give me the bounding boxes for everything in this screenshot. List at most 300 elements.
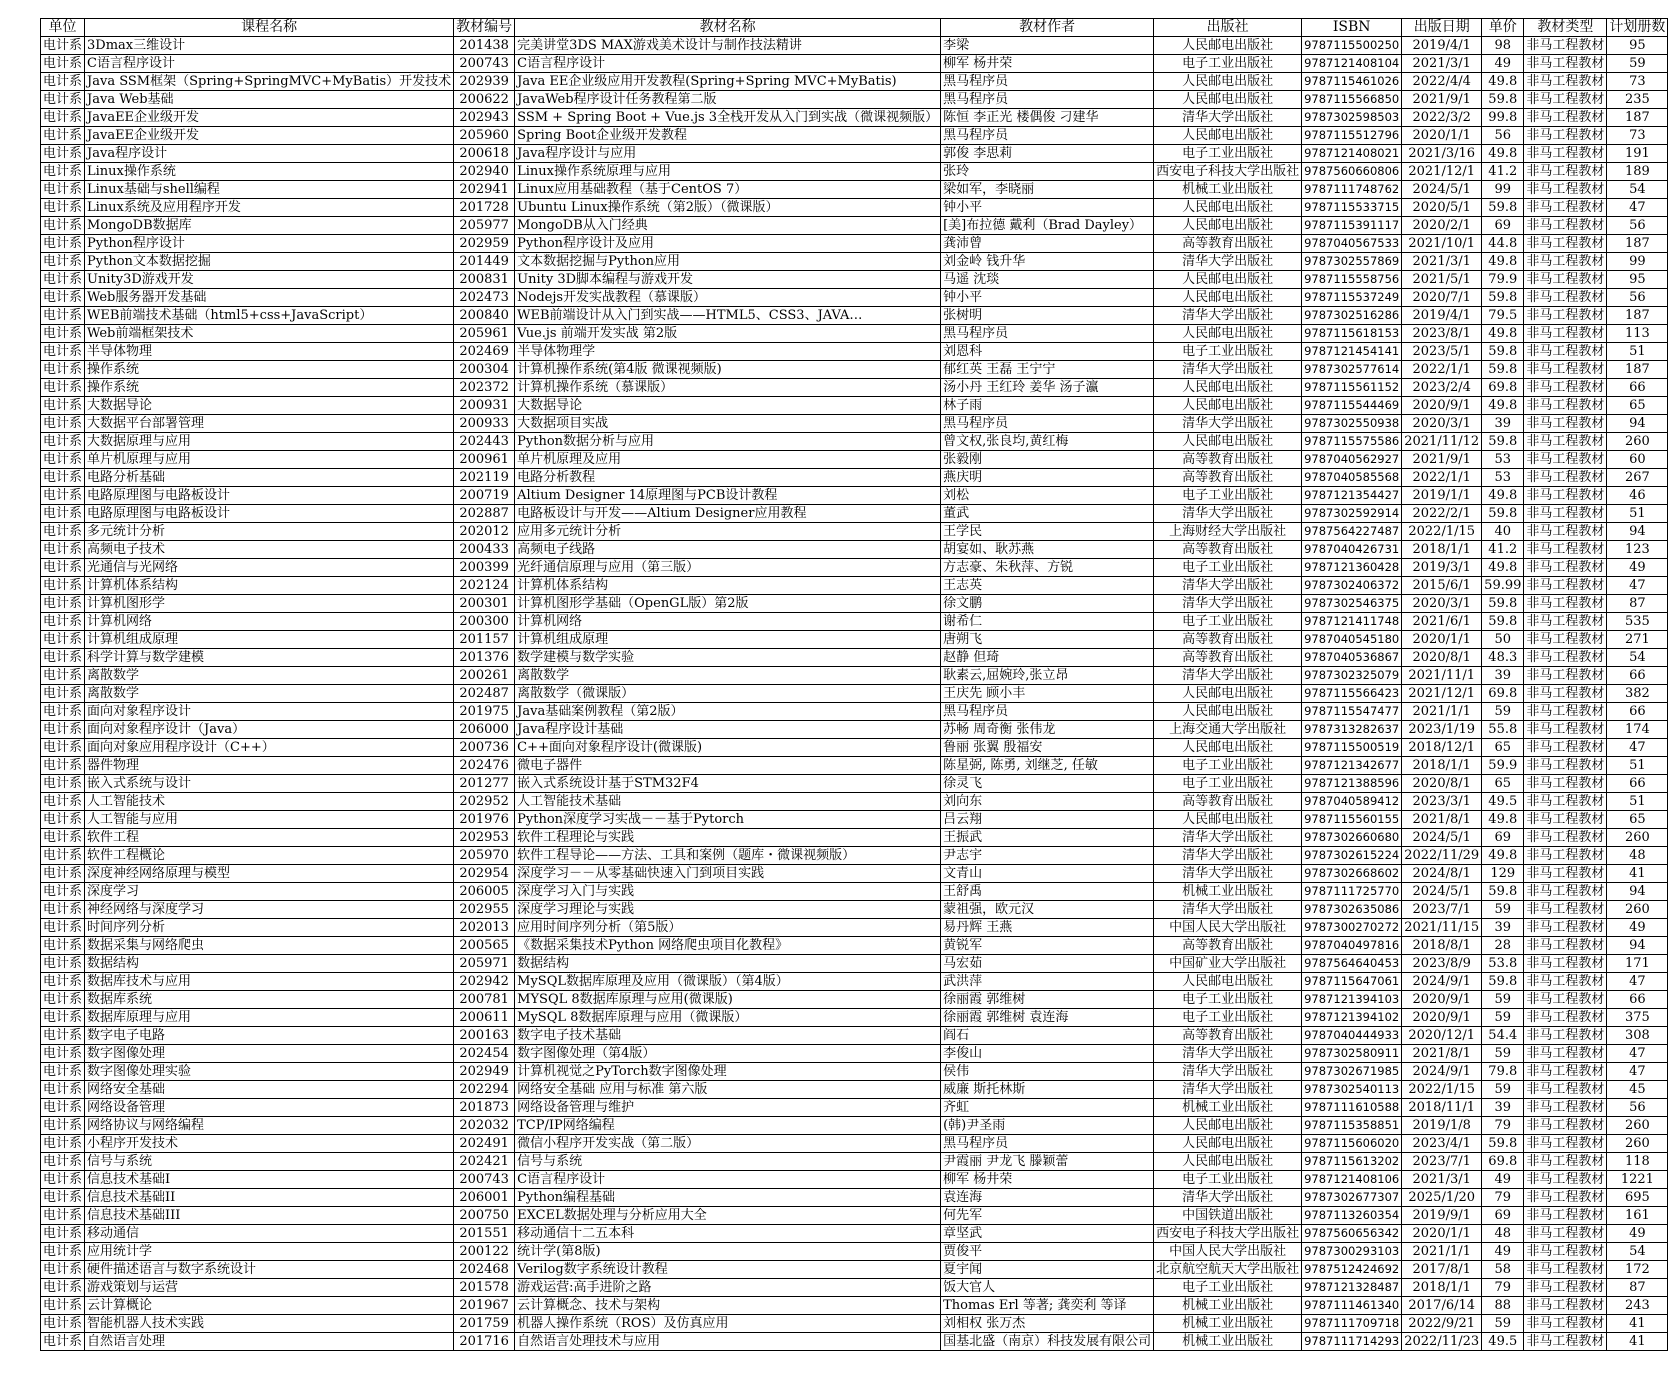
course-name-cell: 操作系统	[85, 379, 454, 397]
table-row	[41, 847, 1668, 865]
textbook-title-cell: 应用时间序列分析（第5版）	[515, 919, 941, 937]
isbn-cell: 9787040585568	[1302, 469, 1402, 487]
course-name-cell: 软件工程	[85, 829, 454, 847]
price-cell: 39	[1482, 919, 1524, 937]
publish-date-cell: 2022/3/2	[1402, 109, 1482, 127]
textbook-type-cell: 非马工程教材	[1524, 739, 1607, 757]
publisher-cell: 人民邮电出版社	[1154, 1135, 1302, 1153]
textbook-title-cell: Linux操作系统原理与应用	[515, 163, 941, 181]
publish-date-cell: 2018/8/1	[1402, 937, 1482, 955]
table-row	[41, 721, 1668, 739]
isbn-cell: 9787121394103	[1302, 991, 1402, 1009]
price-cell: 39	[1482, 1099, 1524, 1117]
textbook-title-cell: Python编程基础	[515, 1189, 941, 1207]
isbn-cell: 9787302668602	[1302, 865, 1402, 883]
textbook-title-cell: 半导体物理学	[515, 343, 941, 361]
textbook-title-cell: 计算机图形学基础（OpenGL版）第2版	[515, 595, 941, 613]
textbook-code-cell: 201975	[454, 703, 515, 721]
publish-date-cell: 2021/1/1	[1402, 703, 1482, 721]
price-cell: 59.8	[1482, 289, 1524, 307]
column-header: 单价	[1482, 19, 1524, 37]
publish-date-cell: 2022/9/21	[1402, 1315, 1482, 1333]
unit-cell: 电计系	[41, 1297, 85, 1315]
publish-date-cell: 2021/3/1	[1402, 1171, 1482, 1189]
course-name-cell: 数据库系统	[85, 991, 454, 1009]
table-row	[41, 163, 1668, 181]
publisher-cell: 高等教育出版社	[1154, 937, 1302, 955]
publisher-cell: 电子工业出版社	[1154, 775, 1302, 793]
planned-copies-cell: 94	[1607, 523, 1668, 541]
table-row	[41, 631, 1668, 649]
unit-cell: 电计系	[41, 1261, 85, 1279]
price-cell: 55.8	[1482, 721, 1524, 739]
isbn-cell: 9787302516286	[1302, 307, 1402, 325]
planned-copies-cell: 94	[1607, 883, 1668, 901]
publish-date-cell: 2018/12/1	[1402, 739, 1482, 757]
textbook-type-cell: 非马工程教材	[1524, 325, 1607, 343]
price-cell: 69.8	[1482, 685, 1524, 703]
textbook-type-cell: 非马工程教材	[1524, 703, 1607, 721]
table-row	[41, 1099, 1668, 1117]
author-cell: 李梁	[941, 37, 1154, 55]
textbook-type-cell: 非马工程教材	[1524, 685, 1607, 703]
textbook-code-cell: 200261	[454, 667, 515, 685]
column-header: 教材类型	[1524, 19, 1607, 37]
isbn-cell: 9787115533715	[1302, 199, 1402, 217]
price-cell: 41.2	[1482, 163, 1524, 181]
column-header: 计划册数	[1607, 19, 1668, 37]
planned-copies-cell: 535	[1607, 613, 1668, 631]
table-row	[41, 883, 1668, 901]
unit-cell: 电计系	[41, 883, 85, 901]
planned-copies-cell: 94	[1607, 415, 1668, 433]
price-cell: 59.8	[1482, 505, 1524, 523]
price-cell: 59	[1482, 901, 1524, 919]
isbn-cell: 9787115544469	[1302, 397, 1402, 415]
author-cell: 尹霞丽 尹龙飞 滕颖蕾	[941, 1153, 1154, 1171]
price-cell: 49.8	[1482, 397, 1524, 415]
publish-date-cell: 2021/8/1	[1402, 811, 1482, 829]
unit-cell: 电计系	[41, 163, 85, 181]
course-name-cell: 时间序列分析	[85, 919, 454, 937]
textbook-title-cell: 机器人操作系统（ROS）及仿真应用	[515, 1315, 941, 1333]
planned-copies-cell: 59	[1607, 55, 1668, 73]
textbook-type-cell: 非马工程教材	[1524, 379, 1607, 397]
column-header: 出版社	[1154, 19, 1302, 37]
publisher-cell: 电子工业出版社	[1154, 757, 1302, 775]
textbook-title-cell: Python深度学习实战－－基于Pytorch	[515, 811, 941, 829]
unit-cell: 电计系	[41, 1225, 85, 1243]
publish-date-cell: 2020/12/1	[1402, 1027, 1482, 1045]
publish-date-cell: 2022/2/1	[1402, 505, 1482, 523]
isbn-cell: 9787040426731	[1302, 541, 1402, 559]
planned-copies-cell: 66	[1607, 991, 1668, 1009]
publisher-cell: 清华大学出版社	[1154, 253, 1302, 271]
course-name-cell: 离散数学	[85, 667, 454, 685]
table-row	[41, 973, 1668, 991]
course-name-cell: 计算机网络	[85, 613, 454, 631]
textbook-title-cell: 游戏运营:高手进阶之路	[515, 1279, 941, 1297]
textbook-code-cell: 206000	[454, 721, 515, 739]
textbook-title-cell: 计算机视觉之PyTorch数字图像处理	[515, 1063, 941, 1081]
publisher-cell: 电子工业出版社	[1154, 1171, 1302, 1189]
unit-cell: 电计系	[41, 1081, 85, 1099]
publish-date-cell: 2019/1/8	[1402, 1117, 1482, 1135]
textbook-code-cell: 202942	[454, 973, 515, 991]
course-name-cell: Web服务器开发基础	[85, 289, 454, 307]
course-name-cell: 离散数学	[85, 685, 454, 703]
course-name-cell: 面向对象应用程序设计（C++）	[85, 739, 454, 757]
publish-date-cell: 2022/1/1	[1402, 469, 1482, 487]
price-cell: 59	[1482, 1081, 1524, 1099]
isbn-cell: 9787115561152	[1302, 379, 1402, 397]
price-cell: 79.5	[1482, 307, 1524, 325]
table-row	[41, 1315, 1668, 1333]
unit-cell: 电计系	[41, 415, 85, 433]
price-cell: 59.8	[1482, 595, 1524, 613]
table-row	[41, 1117, 1668, 1135]
table-body	[41, 37, 1668, 1351]
isbn-cell: 9787300270272	[1302, 919, 1402, 937]
textbook-code-cell: 205960	[454, 127, 515, 145]
planned-copies-cell: 695	[1607, 1189, 1668, 1207]
publisher-cell: 人民邮电出版社	[1154, 379, 1302, 397]
textbook-type-cell: 非马工程教材	[1524, 271, 1607, 289]
textbook-type-cell: 非马工程教材	[1524, 487, 1607, 505]
textbook-type-cell: 非马工程教材	[1524, 901, 1607, 919]
table-row	[41, 901, 1668, 919]
textbook-title-cell: Java程序设计与应用	[515, 145, 941, 163]
textbook-code-cell: 201578	[454, 1279, 515, 1297]
author-cell: 刘向东	[941, 793, 1154, 811]
textbook-code-cell: 202940	[454, 163, 515, 181]
table-row	[41, 793, 1668, 811]
isbn-cell: 9787121394102	[1302, 1009, 1402, 1027]
course-name-cell: 数字图像处理实验	[85, 1063, 454, 1081]
textbook-type-cell: 非马工程教材	[1524, 1045, 1607, 1063]
unit-cell: 电计系	[41, 1279, 85, 1297]
publish-date-cell: 2021/5/1	[1402, 271, 1482, 289]
table-row	[41, 1189, 1668, 1207]
textbook-type-cell: 非马工程教材	[1524, 127, 1607, 145]
planned-copies-cell: 113	[1607, 325, 1668, 343]
publisher-cell: 清华大学出版社	[1154, 865, 1302, 883]
textbook-code-cell: 201976	[454, 811, 515, 829]
table-row	[41, 199, 1668, 217]
table-row	[41, 577, 1668, 595]
publish-date-cell: 2022/1/1	[1402, 361, 1482, 379]
table-row	[41, 595, 1668, 613]
course-name-cell: 数字电子电路	[85, 1027, 454, 1045]
table-row	[41, 991, 1668, 1009]
table-row	[41, 1045, 1668, 1063]
unit-cell: 电计系	[41, 1207, 85, 1225]
textbook-title-cell: Java EE企业级应用开发教程(Spring+Spring MVC+MyBatis)	[515, 73, 941, 91]
table-row	[41, 343, 1668, 361]
unit-cell: 电计系	[41, 469, 85, 487]
publish-date-cell: 2021/3/1	[1402, 253, 1482, 271]
publisher-cell: 机械工业出版社	[1154, 1099, 1302, 1117]
table-row	[41, 361, 1668, 379]
author-cell: 徐丽霞 郭维树	[941, 991, 1154, 1009]
author-cell: 胡宴如、耿苏燕	[941, 541, 1154, 559]
price-cell: 69.8	[1482, 1153, 1524, 1171]
planned-copies-cell: 73	[1607, 73, 1668, 91]
author-cell: 黑马程序员	[941, 73, 1154, 91]
table-row	[41, 937, 1668, 955]
planned-copies-cell: 47	[1607, 1045, 1668, 1063]
isbn-cell: 9787115500250	[1302, 37, 1402, 55]
table-row	[41, 73, 1668, 91]
planned-copies-cell: 41	[1607, 865, 1668, 883]
publish-date-cell: 2023/2/4	[1402, 379, 1482, 397]
unit-cell: 电计系	[41, 73, 85, 91]
price-cell: 49.5	[1482, 1333, 1524, 1351]
textbook-code-cell: 200933	[454, 415, 515, 433]
textbook-title-cell: 离散数学（微课版）	[515, 685, 941, 703]
price-cell: 59	[1482, 1009, 1524, 1027]
textbook-code-cell: 200743	[454, 55, 515, 73]
publisher-cell: 人民邮电出版社	[1154, 1117, 1302, 1135]
isbn-cell: 9787302677307	[1302, 1189, 1402, 1207]
textbook-type-cell: 非马工程教材	[1524, 667, 1607, 685]
textbook-title-cell: MongoDB从入门经典	[515, 217, 941, 235]
price-cell: 59.8	[1482, 973, 1524, 991]
publisher-cell: 电子工业出版社	[1154, 613, 1302, 631]
planned-copies-cell: 66	[1607, 775, 1668, 793]
textbook-code-cell: 200719	[454, 487, 515, 505]
publisher-cell: 人民邮电出版社	[1154, 37, 1302, 55]
publisher-cell: 机械工业出版社	[1154, 1333, 1302, 1351]
isbn-cell: 9787111610588	[1302, 1099, 1402, 1117]
price-cell: 44.8	[1482, 235, 1524, 253]
price-cell: 49	[1482, 1171, 1524, 1189]
planned-copies-cell: 47	[1607, 577, 1668, 595]
author-cell: 董武	[941, 505, 1154, 523]
isbn-cell: 9787302635086	[1302, 901, 1402, 919]
course-name-cell: 数据采集与网络爬虫	[85, 937, 454, 955]
planned-copies-cell: 65	[1607, 811, 1668, 829]
planned-copies-cell: 66	[1607, 667, 1668, 685]
textbook-code-cell: 202473	[454, 289, 515, 307]
course-name-cell: 人工智能与应用	[85, 811, 454, 829]
textbook-title-cell: 离散数学	[515, 667, 941, 685]
author-cell: 燕庆明	[941, 469, 1154, 487]
textbook-title-cell: 深度学习－－从零基础快速入门到项目实践	[515, 865, 941, 883]
price-cell: 53.8	[1482, 955, 1524, 973]
isbn-cell: 9787302592914	[1302, 505, 1402, 523]
textbook-code-cell: 202372	[454, 379, 515, 397]
unit-cell: 电计系	[41, 181, 85, 199]
publisher-cell: 人民邮电出版社	[1154, 433, 1302, 451]
price-cell: 69	[1482, 217, 1524, 235]
price-cell: 49	[1482, 1243, 1524, 1261]
textbook-title-cell: Ubuntu Linux操作系统（第2版）（微课版）	[515, 199, 941, 217]
header-row	[41, 19, 1668, 37]
textbook-type-cell: 非马工程教材	[1524, 145, 1607, 163]
publisher-cell: 机械工业出版社	[1154, 1297, 1302, 1315]
unit-cell: 电计系	[41, 1135, 85, 1153]
author-cell: 王学民	[941, 523, 1154, 541]
textbook-title-cell: C++面向对象程序设计(微课版)	[515, 739, 941, 757]
textbook-title-cell: 电路分析教程	[515, 469, 941, 487]
table-row	[41, 541, 1668, 559]
publish-date-cell: 2019/9/1	[1402, 1207, 1482, 1225]
price-cell: 39	[1482, 667, 1524, 685]
price-cell: 59.8	[1482, 883, 1524, 901]
isbn-cell: 9787121411748	[1302, 613, 1402, 631]
unit-cell: 电计系	[41, 91, 85, 109]
planned-copies-cell: 87	[1607, 1279, 1668, 1297]
publisher-cell: 高等教育出版社	[1154, 793, 1302, 811]
table-row	[41, 1063, 1668, 1081]
publish-date-cell: 2020/8/1	[1402, 649, 1482, 667]
isbn-cell: 9787115512796	[1302, 127, 1402, 145]
publisher-cell: 机械工业出版社	[1154, 1315, 1302, 1333]
table-row	[41, 289, 1668, 307]
planned-copies-cell: 49	[1607, 559, 1668, 577]
isbn-cell: 9787302557869	[1302, 253, 1402, 271]
author-cell: 黑马程序员	[941, 1135, 1154, 1153]
course-name-cell: Python文本数据挖掘	[85, 253, 454, 271]
textbook-code-cell: 201157	[454, 631, 515, 649]
author-cell: (韩)尹圣雨	[941, 1117, 1154, 1135]
textbook-type-cell: 非马工程教材	[1524, 199, 1607, 217]
textbook-code-cell: 200736	[454, 739, 515, 757]
textbook-type-cell: 非马工程教材	[1524, 955, 1607, 973]
textbook-type-cell: 非马工程教材	[1524, 865, 1607, 883]
textbook-type-cell: 非马工程教材	[1524, 919, 1607, 937]
author-cell: 王庆先 顾小丰	[941, 685, 1154, 703]
course-name-cell: 信息技术基础I	[85, 1171, 454, 1189]
table-row	[41, 811, 1668, 829]
publish-date-cell: 2021/11/1	[1402, 667, 1482, 685]
isbn-cell: 9787111714293	[1302, 1333, 1402, 1351]
isbn-cell: 9787040562927	[1302, 451, 1402, 469]
textbook-title-cell: Java程序设计基础	[515, 721, 941, 739]
planned-copies-cell: 41	[1607, 1333, 1668, 1351]
isbn-cell: 9787121388596	[1302, 775, 1402, 793]
textbook-code-cell: 202013	[454, 919, 515, 937]
textbook-title-cell: 嵌入式系统设计基于STM32F4	[515, 775, 941, 793]
table-row	[41, 865, 1668, 883]
isbn-cell: 9787111725770	[1302, 883, 1402, 901]
price-cell: 58	[1482, 1261, 1524, 1279]
publisher-cell: 清华大学出版社	[1154, 577, 1302, 595]
planned-copies-cell: 49	[1607, 1225, 1668, 1243]
publish-date-cell: 2020/8/1	[1402, 775, 1482, 793]
planned-copies-cell: 56	[1607, 1099, 1668, 1117]
publish-date-cell: 2021/9/1	[1402, 91, 1482, 109]
planned-copies-cell: 60	[1607, 451, 1668, 469]
publish-date-cell: 2020/3/1	[1402, 415, 1482, 433]
textbook-code-cell: 202032	[454, 1117, 515, 1135]
price-cell: 59	[1482, 991, 1524, 1009]
author-cell: 刘松	[941, 487, 1154, 505]
publisher-cell: 清华大学出版社	[1154, 829, 1302, 847]
textbook-title-cell: 统计学(第8版)	[515, 1243, 941, 1261]
isbn-cell: 9787115613202	[1302, 1153, 1402, 1171]
textbook-type-cell: 非马工程教材	[1524, 361, 1607, 379]
textbook-title-cell: 数字电子技术基础	[515, 1027, 941, 1045]
isbn-cell: 9787115575586	[1302, 433, 1402, 451]
textbook-type-cell: 非马工程教材	[1524, 1117, 1607, 1135]
author-cell: 苏畅 周奇衡 张伟龙	[941, 721, 1154, 739]
textbook-title-cell: 大数据项目实战	[515, 415, 941, 433]
publisher-cell: 清华大学出版社	[1154, 361, 1302, 379]
course-name-cell: 电路原理图与电路板设计	[85, 487, 454, 505]
textbook-title-cell: MySQL数据库原理及应用（微课版）（第4版）	[515, 973, 941, 991]
unit-cell: 电计系	[41, 199, 85, 217]
isbn-cell: 9787111461340	[1302, 1297, 1402, 1315]
publish-date-cell: 2021/9/1	[1402, 451, 1482, 469]
textbook-title-cell: 光纤通信原理与应用（第三版）	[515, 559, 941, 577]
table-row	[41, 1225, 1668, 1243]
publisher-cell: 人民邮电出版社	[1154, 199, 1302, 217]
price-cell: 99	[1482, 181, 1524, 199]
publish-date-cell: 2020/1/1	[1402, 127, 1482, 145]
planned-copies-cell: 235	[1607, 91, 1668, 109]
course-name-cell: 数字图像处理	[85, 1045, 454, 1063]
planned-copies-cell: 47	[1607, 973, 1668, 991]
textbook-code-cell: 200831	[454, 271, 515, 289]
unit-cell: 电计系	[41, 1117, 85, 1135]
price-cell: 49.8	[1482, 847, 1524, 865]
isbn-cell: 9787040545180	[1302, 631, 1402, 649]
publish-date-cell: 2022/4/4	[1402, 73, 1482, 91]
textbook-code-cell: 201551	[454, 1225, 515, 1243]
isbn-cell: 9787115391117	[1302, 217, 1402, 235]
textbook-title-cell: 云计算概念、技术与架构	[515, 1297, 941, 1315]
author-cell: 李俊山	[941, 1045, 1154, 1063]
isbn-cell: 9787560656342	[1302, 1225, 1402, 1243]
planned-copies-cell: 47	[1607, 199, 1668, 217]
textbook-title-cell: 数字图像处理（第4版）	[515, 1045, 941, 1063]
planned-copies-cell: 65	[1607, 397, 1668, 415]
publisher-cell: 上海财经大学出版社	[1154, 523, 1302, 541]
publish-date-cell: 2023/8/1	[1402, 325, 1482, 343]
price-cell: 59.9	[1482, 757, 1524, 775]
planned-copies-cell: 187	[1607, 307, 1668, 325]
course-name-cell: 移动通信	[85, 1225, 454, 1243]
textbook-title-cell: Verilog数字系统设计教程	[515, 1261, 941, 1279]
textbook-title-cell: Python数据分析与应用	[515, 433, 941, 451]
table-row	[41, 1261, 1668, 1279]
planned-copies-cell: 94	[1607, 937, 1668, 955]
textbook-type-cell: 非马工程教材	[1524, 721, 1607, 739]
table-row	[41, 757, 1668, 775]
unit-cell: 电计系	[41, 811, 85, 829]
column-header: 教材名称	[515, 19, 941, 37]
isbn-cell: 9787121354427	[1302, 487, 1402, 505]
course-name-cell: 网络设备管理	[85, 1099, 454, 1117]
table-row	[41, 145, 1668, 163]
textbook-code-cell: 202887	[454, 505, 515, 523]
planned-copies-cell: 191	[1607, 145, 1668, 163]
price-cell: 59	[1482, 1045, 1524, 1063]
textbook-title-cell: EXCEL数据处理与分析应用大全	[515, 1207, 941, 1225]
price-cell: 49	[1482, 55, 1524, 73]
publisher-cell: 高等教育出版社	[1154, 1027, 1302, 1045]
textbook-title-cell: 文本数据挖掘与Python应用	[515, 253, 941, 271]
unit-cell: 电计系	[41, 145, 85, 163]
textbook-code-cell: 201438	[454, 37, 515, 55]
price-cell: 56	[1482, 127, 1524, 145]
planned-copies-cell: 243	[1607, 1297, 1668, 1315]
planned-copies-cell: 260	[1607, 901, 1668, 919]
textbook-type-cell: 非马工程教材	[1524, 991, 1607, 1009]
isbn-cell: 9787115606020	[1302, 1135, 1402, 1153]
